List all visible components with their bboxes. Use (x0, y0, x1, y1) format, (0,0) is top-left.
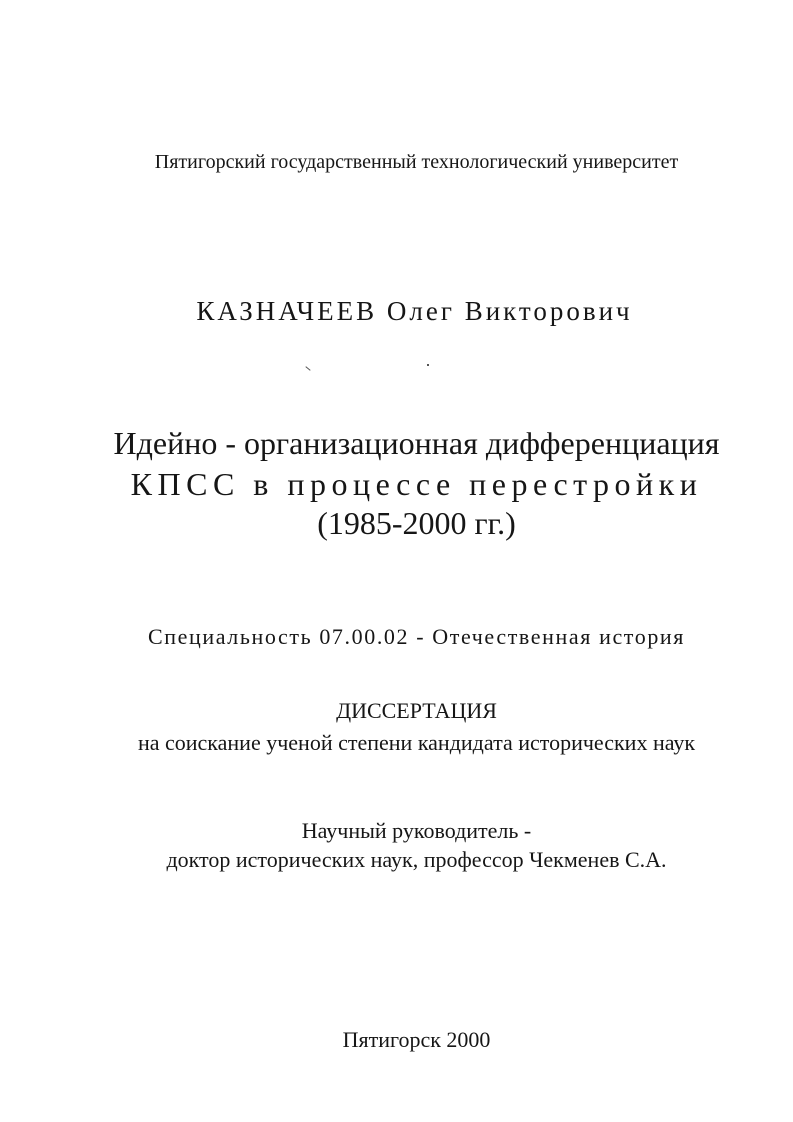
university-name: Пятигорский государственный технологический университет (154, 151, 679, 173)
dissertation-subtitle: на соискание ученой степени кандидата исторических наук (137, 730, 696, 755)
advisor-name: доктор исторических наук, профессор Чекменев С.А. (166, 847, 667, 872)
scan-speck (427, 364, 429, 366)
scan-speck (305, 366, 310, 371)
thesis-title-line-2: КПСС в процессе перестройки (130, 466, 703, 502)
dissertation-heading: ДИССЕРТАЦИЯ (336, 698, 497, 723)
author-name: КАЗНАЧЕЕВ Олег Викторович (196, 296, 633, 326)
advisor-label: Научный руководитель - (301, 818, 532, 843)
thesis-title-line-1: Идейно - организационная дифференциация (113, 425, 720, 461)
city-year: Пятигорск 2000 (342, 1027, 491, 1052)
specialty: Специальность 07.00.02 - Отечественная история (147, 624, 686, 649)
thesis-title-line-3: (1985-2000 гг.) (317, 505, 516, 541)
